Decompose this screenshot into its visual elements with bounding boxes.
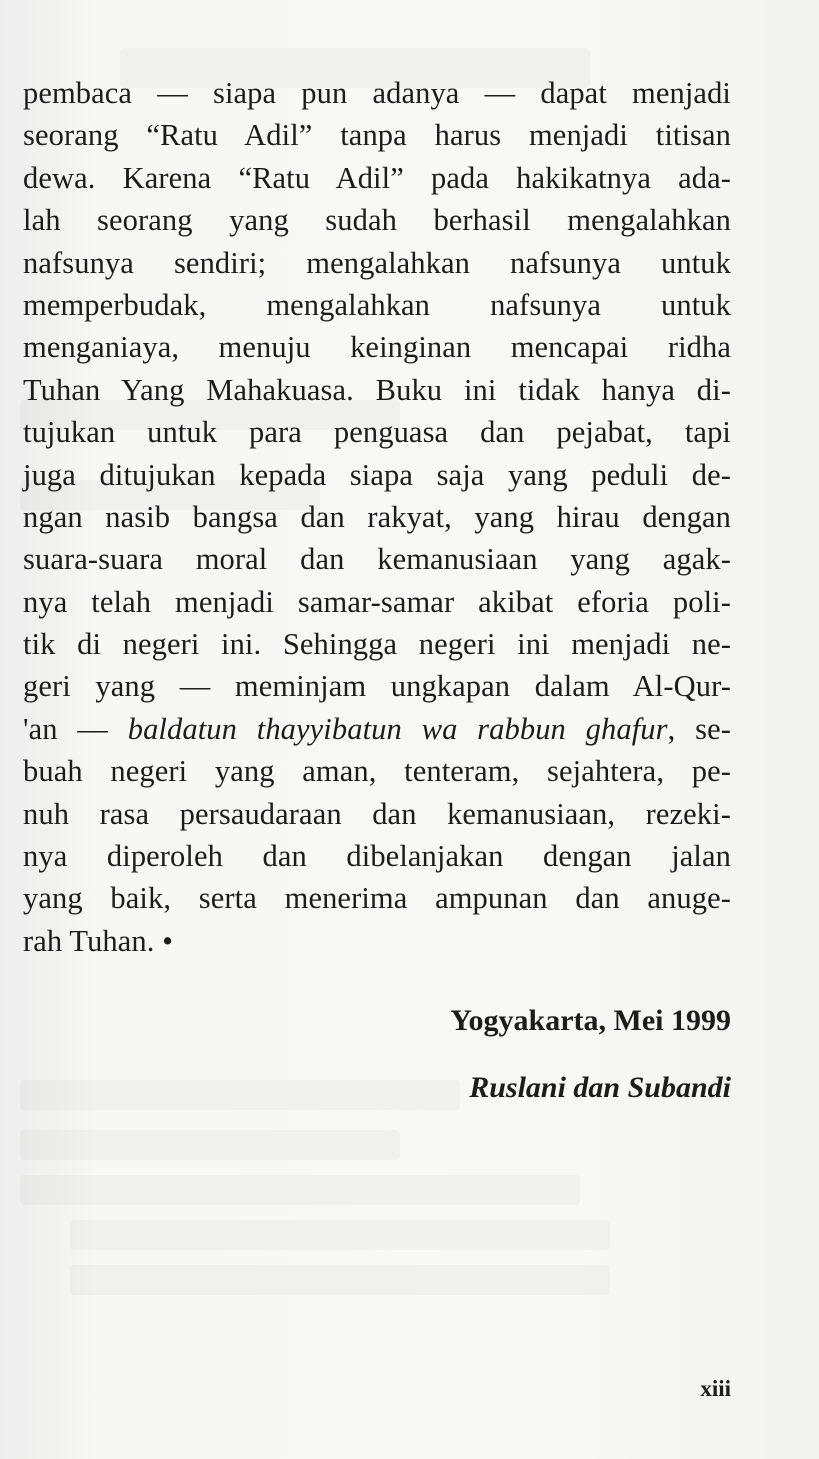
text-line: memperbudak, mengalahkan nafsunya untuk xyxy=(23,287,731,322)
text-line: suara-suara moral dan kemanusiaan yang agak- xyxy=(23,542,731,577)
arabic-quote-italic: baldatun thayyibatun wa rabbun ghafur xyxy=(127,711,668,746)
text-line: tik di negeri ini. Sehingga negeri ini menjadi ne- xyxy=(23,627,731,662)
page-number: xiii xyxy=(700,1376,731,1401)
text-line: nuh rasa persaudaraan dan kemanusiaan, rezeki- xyxy=(23,796,731,831)
text-segment: 'an — xyxy=(23,711,128,746)
signature-authors: Ruslani dan Subandi xyxy=(469,1071,731,1104)
text-line: juga ditujukan kepada siapa saja yang peduli de- xyxy=(23,457,731,492)
text-line: seorang “Ratu Adil” tanpa harus menjadi titisan xyxy=(23,118,731,153)
text-line: lah seorang yang sudah berhasil mengalahkan xyxy=(23,203,731,238)
text-line: nya diperoleh dan dibelanjakan dengan jalan xyxy=(23,839,731,874)
text-line: ngan nasib bangsa dan rakyat, yang hirau dengan xyxy=(23,499,731,534)
text-line: tujukan untuk para penguasa dan pejabat, tapi xyxy=(23,415,731,450)
text-line-final: rah Tuhan. • xyxy=(23,923,173,958)
text-line: Tuhan Yang Mahakuasa. Buku ini tidak hanya di- xyxy=(23,372,731,407)
text-line: geri yang — meminjam ungkapan dalam Al-Qur- xyxy=(23,669,731,704)
body-paragraph xyxy=(23,72,731,962)
text-line: pembaca — siapa pun adanya — dapat menjadi xyxy=(23,76,731,110)
text-line-with-quote xyxy=(23,708,731,750)
text-line: buah negeri yang aman, tenteram, sejahtera, pe- xyxy=(23,754,731,789)
text-line: nafsunya sendiri; mengalahkan nafsunya untuk xyxy=(23,245,731,280)
text-line: yang baik, serta menerima ampunan dan anuge- xyxy=(23,881,731,916)
text-segment: , se- xyxy=(667,711,731,746)
text-line: dewa. Karena “Ratu Adil” pada hakikatnya ada- xyxy=(23,160,731,195)
text-line: menganiaya, menuju keinginan mencapai ridha xyxy=(23,330,731,365)
signature-place-date: Yogyakarta, Mei 1999 xyxy=(450,1004,731,1037)
text-line: nya telah menjadi samar-samar akibat eforia poli- xyxy=(23,584,731,619)
